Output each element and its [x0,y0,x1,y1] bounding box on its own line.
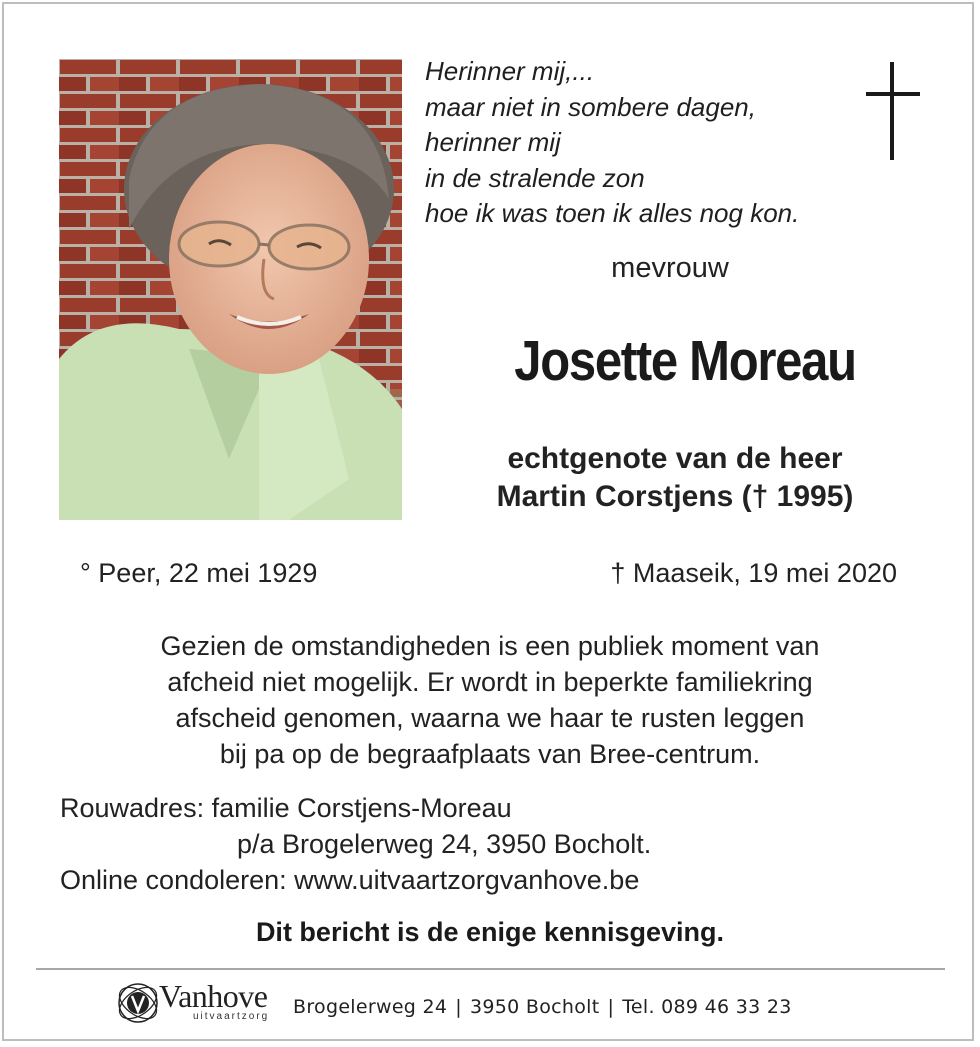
vanhove-logo [115,978,285,1028]
notice-line: afscheid genomen, waarna we haar te rusten leggen [175,703,805,733]
poem-line: Herinner mij,... [425,56,595,86]
divider [36,968,945,970]
condolence-line: Online condoleren: www.uitvaartzorgvanhove.be [60,865,640,895]
footer-contact [293,996,792,1018]
honorific: mevrouw [611,252,729,284]
logo-subtitle: uitvaartzorg [193,1011,270,1022]
spouse-line: Martin Corstjens († 1995) [496,480,854,513]
final-note: Dit bericht is de enige kennisgeving. [255,917,725,947]
address-line: Rouwadres: familie Corstjens-Moreau [60,793,512,823]
footer-city: 3950 Bocholt [470,996,600,1018]
poem-line: in de stralende zon [425,162,645,193]
deceased-name: Josette Moreau [514,329,856,393]
poem-line: hoe ik was toen ik alles nog kon. [425,198,800,228]
poem-line: herinner mij [425,127,561,157]
logo-emblem-icon [115,980,161,1026]
funeral-notice [60,628,920,772]
cross-icon [862,62,924,160]
memorial-poem [425,54,865,232]
death-info: † Maaseik, 19 mei 2020 [610,558,897,588]
logo-name: Vanhove [159,978,268,1014]
notice-line: bij pa op de begraafplaats van Bree-centrum. [219,739,761,769]
footer-street: Brogelerweg 24 [293,996,448,1018]
spouse-line: echtgenote van de heer [507,442,843,475]
footer-phone: Tel. 089 46 33 23 [622,996,792,1018]
mourning-address [60,790,651,898]
poem-line: maar niet in sombere dagen, [425,91,756,122]
address-line: p/a Brogelerweg 24, 3950 Bocholt. [237,829,652,859]
footer-separator: | [455,996,462,1018]
notice-line: afcheid niet mogelijk. Er wordt in beperkte familiekring [167,667,813,697]
portrait-photo [59,59,402,520]
footer-separator: | [607,996,615,1018]
notice-line: Gezien de omstandigheden is een publiek moment van [160,631,820,661]
spouse-info [440,440,910,516]
birth-info: ° Peer, 22 mei 1929 [80,558,318,588]
